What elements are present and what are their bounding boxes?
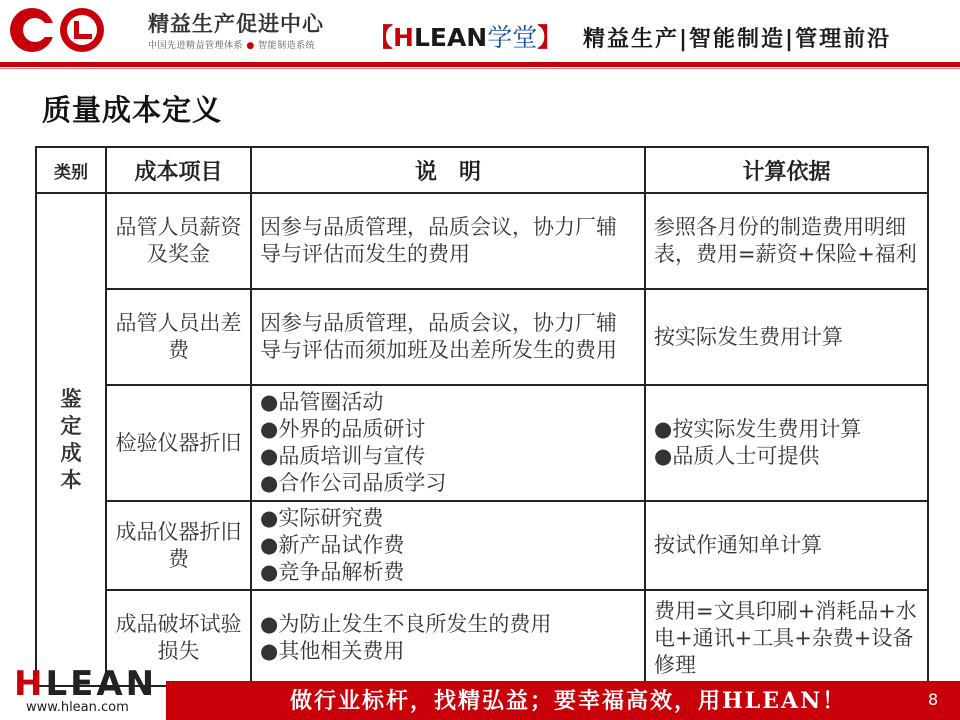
cost-basis: 按试作通知单计算 [645, 501, 928, 590]
table-row [36, 590, 928, 686]
hlean-logo-icon [8, 6, 133, 54]
bullet-item: ●按实际发生费用计算 [654, 417, 862, 441]
footer-logo-lean: LEAN [45, 664, 158, 704]
bullet-item: ●为防止发生不良所发生的费用 [260, 612, 552, 636]
table-row [36, 193, 928, 289]
header-item: 成本项目 [106, 147, 251, 193]
header-basis: 计算依据 [645, 147, 928, 193]
bullet-item: ●品管圈活动 [260, 390, 384, 414]
bullet-item: ●新产品试作费 [260, 533, 405, 557]
category-char: 成 [60, 440, 82, 465]
header-tagline: 精益生产|智能制造|管理前沿 [583, 27, 892, 52]
page-number: 8 [928, 690, 939, 709]
page-title: 质量成本定义 [42, 93, 223, 127]
footer-website-link[interactable]: www.hlean.com [26, 700, 129, 715]
org-sub-right: 智能制造系统 [258, 41, 316, 51]
category-char: 定 [60, 413, 82, 438]
org-subtitle [148, 38, 315, 51]
brand-h: H [393, 23, 414, 52]
bullet-item: ●竞争品解析费 [260, 560, 405, 584]
header-category: 类别 [36, 147, 106, 193]
brand-academy: 学堂 [487, 23, 538, 52]
cost-description: 因参与品质管理，品质会议，协力厂辅导与评估而须加班及出差所发生的费用 [251, 289, 645, 385]
table-row [36, 385, 928, 501]
bracket-open: 【 [368, 23, 394, 52]
cost-description [251, 501, 645, 590]
cost-basis: 按实际发生费用计算 [645, 289, 928, 385]
org-sub-left: 中国先进精益管理体系 [148, 41, 244, 51]
table-row [36, 501, 928, 590]
header-description: 说 明 [251, 147, 645, 193]
cost-item: 品管人员出差费 [106, 289, 251, 385]
cost-description [251, 590, 645, 686]
bullet-item: ●外界的品质研讨 [260, 417, 426, 441]
header-divider [0, 62, 960, 67]
bullet-item: ●合作公司品质学习 [260, 471, 447, 495]
cost-description [251, 385, 645, 501]
cost-item: 检验仪器折旧 [106, 385, 251, 501]
brand-hlean-academy [368, 18, 562, 54]
footer-logo [14, 664, 157, 704]
bullet-item: ●品质培训与宣传 [260, 444, 426, 468]
footer-logo-h: H [14, 664, 46, 704]
category-char: 鉴 [60, 386, 82, 411]
cost-item: 品管人员薪资及奖金 [106, 193, 251, 289]
bullet-item: ●实际研究费 [260, 506, 384, 530]
page-header [0, 0, 960, 62]
category-cell [36, 193, 106, 686]
bracket-close: 】 [537, 23, 563, 52]
quality-cost-table [35, 146, 929, 687]
cost-basis: 费用=文具印刷+消耗品+水电+通讯+工具+杂费+设备修理 [645, 590, 928, 686]
cost-basis [645, 385, 928, 501]
table-header-row [36, 147, 928, 193]
cost-item: 成品破坏试验损失 [106, 590, 251, 686]
org-name: 精益生产促进中心 [148, 12, 324, 36]
brand-lean: LEAN [413, 23, 488, 52]
bullet-item: ●品质人士可提供 [654, 444, 820, 468]
header-divider-thin [0, 68, 960, 69]
bullet-item: ●其他相关费用 [260, 639, 405, 663]
footer-slogan: 做行业标杆，找精弘益；要幸福高效，用HLEAN！ [290, 688, 847, 714]
table-row [36, 289, 928, 385]
cost-item: 成品仪器折旧费 [106, 501, 251, 590]
cost-description: 因参与品质管理，品质会议，协力厂辅导与评估而发生的费用 [251, 193, 645, 289]
bullet-dot-icon: ● [246, 41, 255, 51]
category-char: 本 [60, 467, 82, 492]
cost-basis: 参照各月份的制造费用明细表，费用=薪资+保险+福利 [645, 193, 928, 289]
